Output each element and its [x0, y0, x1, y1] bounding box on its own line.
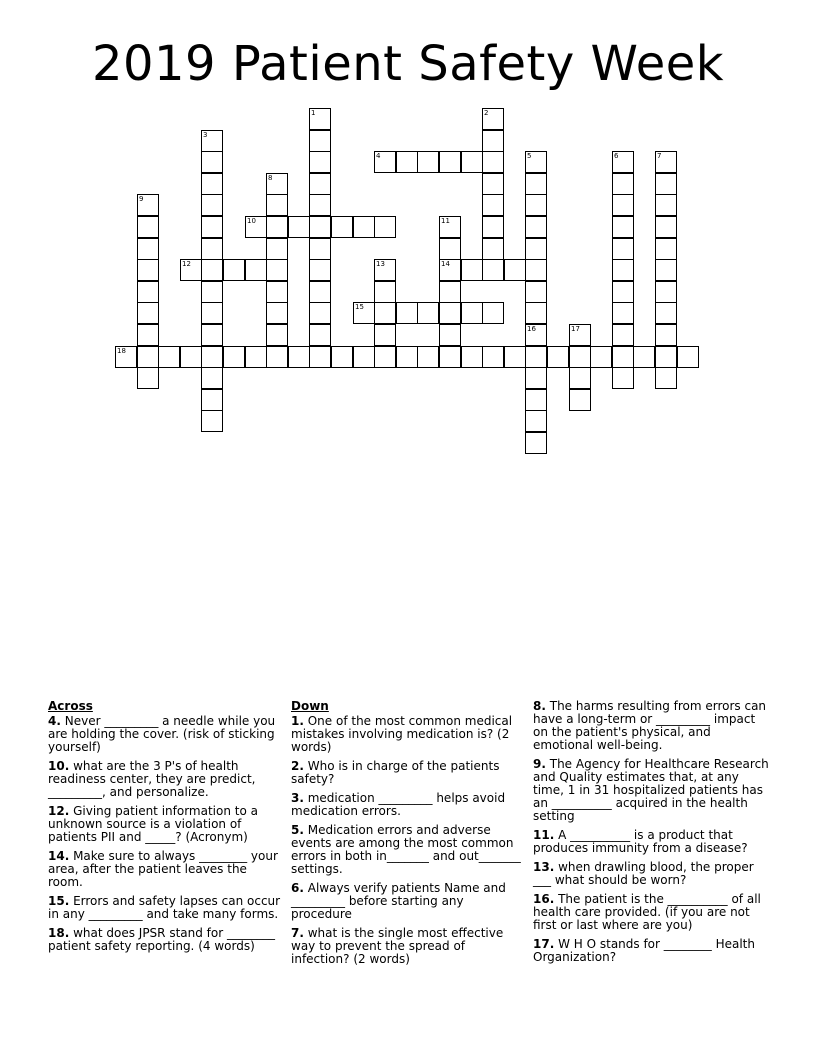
- grid-cell[interactable]: [655, 346, 677, 368]
- grid-cell[interactable]: [439, 281, 461, 303]
- grid-cell[interactable]: [374, 281, 396, 303]
- grid-cell[interactable]: [612, 216, 634, 238]
- grid-cell[interactable]: [266, 346, 288, 368]
- grid-cell[interactable]: [569, 389, 591, 411]
- clue-text: Who is in charge of the patients safety?: [291, 759, 500, 786]
- grid-cell[interactable]: [309, 281, 331, 303]
- grid-cell[interactable]: [245, 259, 267, 281]
- grid-cell[interactable]: [461, 346, 483, 368]
- grid-clue-number: 16: [527, 325, 536, 333]
- clue-item: [291, 715, 527, 754]
- grid-cell[interactable]: [374, 302, 396, 324]
- grid-cell[interactable]: [309, 238, 331, 260]
- clue-item: [291, 792, 527, 818]
- down-clue-list: [291, 715, 527, 966]
- grid-clue-number: 2: [484, 109, 489, 117]
- grid-cell[interactable]: [309, 216, 331, 238]
- grid-cell[interactable]: [137, 302, 159, 324]
- clue-number: 15.: [48, 894, 70, 908]
- grid-clue-number: 18: [117, 347, 126, 355]
- grid-cell[interactable]: [439, 151, 461, 173]
- clue-item: [533, 893, 769, 932]
- clue-text: The patient is the __________ of all health care provided. (if you are not first or last where are you): [533, 892, 761, 932]
- grid-cell[interactable]: [201, 346, 223, 368]
- clue-number: 14.: [48, 849, 70, 863]
- grid-cell[interactable]: [374, 151, 396, 173]
- grid-cell[interactable]: [201, 130, 223, 152]
- grid-cell[interactable]: [353, 302, 375, 324]
- grid-cell[interactable]: [482, 194, 504, 216]
- grid-cell[interactable]: [525, 367, 547, 389]
- grid-cell[interactable]: [655, 238, 677, 260]
- clue-text: Errors and safety lapses can occur in any _________ and take many forms.: [48, 894, 281, 921]
- clue-text: medication _________ helps avoid medication errors.: [291, 791, 506, 818]
- grid-cell[interactable]: [525, 324, 547, 346]
- clue-item: [291, 824, 527, 876]
- grid-cell[interactable]: [612, 281, 634, 303]
- grid-cell[interactable]: [417, 302, 439, 324]
- grid-cell[interactable]: [439, 259, 461, 281]
- grid-cell[interactable]: [309, 346, 331, 368]
- grid-cell[interactable]: [201, 194, 223, 216]
- grid-clue-number: 12: [182, 260, 191, 268]
- grid-cell[interactable]: [309, 173, 331, 195]
- grid-cell[interactable]: [374, 324, 396, 346]
- clue-item: [533, 829, 769, 855]
- grid-cell[interactable]: [655, 216, 677, 238]
- clue-number: 7.: [291, 926, 304, 940]
- clue-item: [533, 861, 769, 887]
- clue-number: 12.: [48, 804, 70, 818]
- grid-cell[interactable]: [482, 302, 504, 324]
- clue-text: Never _________ a needle while you are holding the cover. (risk of sticking yourself): [48, 714, 276, 754]
- across-heading: Across: [48, 699, 93, 713]
- clue-text: Make sure to always ________ your area, after the patient leaves the room.: [48, 849, 278, 889]
- grid-cell[interactable]: [655, 194, 677, 216]
- grid-cell[interactable]: [266, 238, 288, 260]
- grid-cell[interactable]: [525, 346, 547, 368]
- grid-cell[interactable]: [374, 216, 396, 238]
- grid-cell[interactable]: [569, 324, 591, 346]
- grid-cell[interactable]: [245, 346, 267, 368]
- clue-item: [48, 895, 284, 921]
- grid-cell[interactable]: [201, 389, 223, 411]
- grid-cell[interactable]: [482, 346, 504, 368]
- grid-cell[interactable]: [288, 216, 310, 238]
- grid-cell[interactable]: [482, 238, 504, 260]
- grid-cell[interactable]: [590, 346, 612, 368]
- grid-cell[interactable]: [633, 346, 655, 368]
- grid-cell[interactable]: [158, 346, 180, 368]
- clue-number: 13.: [533, 860, 555, 874]
- grid-cell[interactable]: [137, 194, 159, 216]
- grid-cell[interactable]: [482, 130, 504, 152]
- grid-cell[interactable]: [245, 216, 267, 238]
- grid-cell[interactable]: [353, 216, 375, 238]
- grid-clue-number: 15: [355, 303, 364, 311]
- grid-cell[interactable]: [439, 238, 461, 260]
- grid-cell[interactable]: [309, 194, 331, 216]
- clue-number: 3.: [291, 791, 304, 805]
- clue-number: 10.: [48, 759, 70, 773]
- grid-cell[interactable]: [482, 151, 504, 173]
- grid-clue-number: 10: [247, 217, 256, 225]
- grid-cell[interactable]: [525, 194, 547, 216]
- clue-text: what is the single most effective way to prevent the spread of infection? (2 words): [291, 926, 504, 966]
- grid-cell[interactable]: [201, 238, 223, 260]
- across-clues: [48, 700, 284, 959]
- clue-item: [533, 938, 769, 964]
- grid-cell[interactable]: [266, 324, 288, 346]
- grid-cell[interactable]: [612, 346, 634, 368]
- grid-cell[interactable]: [417, 151, 439, 173]
- grid-cell[interactable]: [612, 194, 634, 216]
- grid-cell[interactable]: [525, 389, 547, 411]
- clue-number: 16.: [533, 892, 555, 906]
- grid-cell[interactable]: [137, 259, 159, 281]
- grid-clue-number: 4: [376, 152, 381, 160]
- grid-cell[interactable]: [655, 259, 677, 281]
- clue-text: what are the 3 P's of health readiness center, they are predict, _________, and personalize.: [48, 759, 256, 799]
- grid-cell[interactable]: [461, 151, 483, 173]
- grid-cell[interactable]: [439, 302, 461, 324]
- grid-cell[interactable]: [137, 367, 159, 389]
- grid-cell[interactable]: [525, 302, 547, 324]
- clue-item: [48, 715, 284, 754]
- grid-cell[interactable]: [309, 108, 331, 130]
- grid-cell[interactable]: [309, 151, 331, 173]
- grid-cell[interactable]: [266, 194, 288, 216]
- grid-cell[interactable]: [353, 346, 375, 368]
- clue-item: [48, 850, 284, 889]
- grid-cell[interactable]: [612, 173, 634, 195]
- grid-cell[interactable]: [115, 346, 137, 368]
- grid-cell[interactable]: [201, 302, 223, 324]
- grid-cell[interactable]: [288, 346, 310, 368]
- grid-cell[interactable]: [309, 324, 331, 346]
- grid-cell[interactable]: [180, 346, 202, 368]
- clue-item: [533, 700, 769, 752]
- grid-cell[interactable]: [525, 238, 547, 260]
- grid-cell[interactable]: [439, 216, 461, 238]
- grid-cell[interactable]: [504, 346, 526, 368]
- grid-cell[interactable]: [374, 346, 396, 368]
- grid-cell[interactable]: [504, 259, 526, 281]
- grid-cell[interactable]: [331, 346, 353, 368]
- clue-text: W H O stands for ________ Health Organization?: [533, 937, 755, 964]
- grid-cell[interactable]: [612, 151, 634, 173]
- grid-cell[interactable]: [655, 324, 677, 346]
- grid-cell[interactable]: [266, 216, 288, 238]
- grid-cell[interactable]: [331, 216, 353, 238]
- down-clues-continued: [533, 700, 769, 970]
- grid-cell[interactable]: [201, 259, 223, 281]
- grid-cell[interactable]: [266, 173, 288, 195]
- clue-text: The harms resulting from errors can have a long-term or _________ impact on the patient's physical, and emotional well-being.: [533, 699, 767, 752]
- grid-clue-number: 13: [376, 260, 385, 268]
- clue-text: Always verify patients Name and _________ before starting any procedure: [291, 881, 506, 921]
- grid-clue-number: 5: [527, 152, 532, 160]
- clue-number: 4.: [48, 714, 61, 728]
- grid-cell[interactable]: [223, 259, 245, 281]
- grid-cell[interactable]: [201, 151, 223, 173]
- grid-cell[interactable]: [396, 302, 418, 324]
- clue-number: 8.: [533, 699, 546, 713]
- grid-cell[interactable]: [374, 259, 396, 281]
- grid-cell[interactable]: [655, 302, 677, 324]
- grid-cell[interactable]: [137, 346, 159, 368]
- clue-text: when drawling blood, the proper ___ what should be worn?: [533, 860, 754, 887]
- clue-number: 5.: [291, 823, 304, 837]
- clue-item: [291, 882, 527, 921]
- clue-text: what does JPSR stand for ________ patient safety reporting. (4 words): [48, 926, 275, 953]
- clue-number: 17.: [533, 937, 555, 951]
- grid-clue-number: 8: [268, 174, 273, 182]
- grid-clue-number: 11: [441, 217, 450, 225]
- clue-number: 2.: [291, 759, 304, 773]
- clue-item: [48, 927, 284, 953]
- grid-clue-number: 3: [203, 131, 208, 139]
- grid-cell[interactable]: [439, 324, 461, 346]
- clue-text: One of the most common medical mistakes involving medication is? (2 words): [291, 714, 513, 754]
- grid-cell[interactable]: [309, 259, 331, 281]
- clue-text: Medication errors and adverse events are among the most common errors in both in_______ and out_______ settings.: [291, 823, 521, 876]
- grid-cell[interactable]: [396, 346, 418, 368]
- clue-text: Giving patient information to a unknown source is a violation of patients PII and _____? (Acronym): [48, 804, 258, 844]
- grid-cell[interactable]: [482, 216, 504, 238]
- down-heading: Down: [291, 699, 329, 713]
- grid-cell[interactable]: [417, 346, 439, 368]
- grid-cell[interactable]: [266, 302, 288, 324]
- clue-item: [48, 805, 284, 844]
- grid-clue-number: 17: [571, 325, 580, 333]
- grid-cell[interactable]: [612, 367, 634, 389]
- grid-cell[interactable]: [525, 216, 547, 238]
- clue-item: [533, 758, 769, 823]
- grid-cell[interactable]: [525, 432, 547, 454]
- clue-item: [291, 927, 527, 966]
- grid-cell[interactable]: [612, 259, 634, 281]
- grid-cell[interactable]: [266, 281, 288, 303]
- grid-cell[interactable]: [569, 367, 591, 389]
- grid-cell[interactable]: [547, 346, 569, 368]
- grid-cell[interactable]: [655, 173, 677, 195]
- grid-cell[interactable]: [201, 410, 223, 432]
- down-clues: [291, 700, 527, 972]
- grid-cell[interactable]: [266, 259, 288, 281]
- grid-clue-number: 14: [441, 260, 450, 268]
- clue-item: [291, 760, 527, 786]
- across-clue-list: [48, 715, 284, 953]
- grid-cell[interactable]: [439, 346, 461, 368]
- grid-cell[interactable]: [569, 346, 591, 368]
- grid-cell[interactable]: [309, 302, 331, 324]
- grid-cell[interactable]: [612, 302, 634, 324]
- grid-cell[interactable]: [201, 173, 223, 195]
- grid-cell[interactable]: [137, 238, 159, 260]
- clue-text: A __________ is a product that produces immunity from a disease?: [533, 828, 748, 855]
- grid-cell[interactable]: [137, 216, 159, 238]
- grid-cell[interactable]: [612, 324, 634, 346]
- grid-cell[interactable]: [677, 346, 699, 368]
- clue-number: 6.: [291, 881, 304, 895]
- grid-clue-number: 6: [614, 152, 619, 160]
- grid-cell[interactable]: [612, 238, 634, 260]
- grid-cell[interactable]: [482, 259, 504, 281]
- grid-cell[interactable]: [223, 346, 245, 368]
- grid-cell[interactable]: [525, 281, 547, 303]
- grid-cell[interactable]: [201, 324, 223, 346]
- grid-cell[interactable]: [180, 259, 202, 281]
- grid-cell[interactable]: [525, 151, 547, 173]
- clue-number: 11.: [533, 828, 555, 842]
- grid-cell[interactable]: [482, 173, 504, 195]
- grid-cell[interactable]: [461, 302, 483, 324]
- grid-cell[interactable]: [309, 130, 331, 152]
- clue-number: 9.: [533, 757, 546, 771]
- grid-cell[interactable]: [201, 216, 223, 238]
- grid-cell[interactable]: [655, 151, 677, 173]
- grid-cell[interactable]: [201, 367, 223, 389]
- page-title: 2019 Patient Safety Week: [91, 36, 725, 92]
- grid-cell[interactable]: [137, 281, 159, 303]
- grid-cell[interactable]: [655, 367, 677, 389]
- clue-number: 1.: [291, 714, 304, 728]
- grid-cell[interactable]: [482, 108, 504, 130]
- clue-text: The Agency for Healthcare Research and Quality estimates that, at any time, 1 in 31 hospitalized patients has an __________ acquired in the health setting: [533, 757, 769, 823]
- clue-number: 18.: [48, 926, 70, 940]
- grid-clue-number: 9: [139, 195, 144, 203]
- down-clue-list-continued: [533, 700, 769, 964]
- grid-cell[interactable]: [525, 259, 547, 281]
- clue-item: [48, 760, 284, 799]
- grid-cell[interactable]: [396, 151, 418, 173]
- grid-clue-number: 1: [311, 109, 316, 117]
- grid-cell[interactable]: [201, 281, 223, 303]
- grid-cell[interactable]: [525, 173, 547, 195]
- grid-cell[interactable]: [461, 259, 483, 281]
- grid-cell[interactable]: [525, 410, 547, 432]
- grid-cell[interactable]: [137, 324, 159, 346]
- grid-clue-number: 7: [657, 152, 662, 160]
- crossword-grid: [0, 0, 816, 470]
- grid-cell[interactable]: [655, 281, 677, 303]
